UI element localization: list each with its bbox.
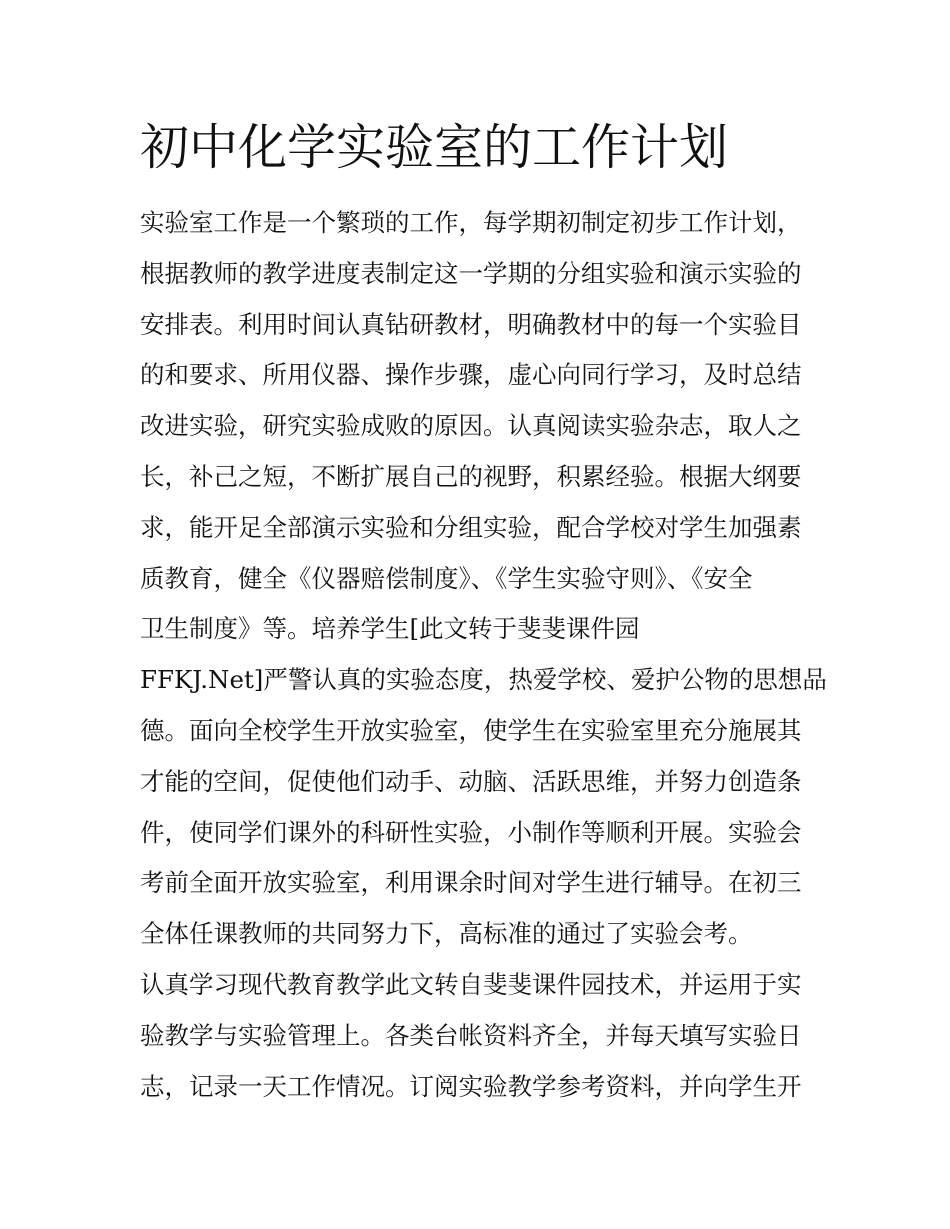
- body-line: 实验室工作是一个繁琐的工作，每学期初制定初步工作计划，: [140, 208, 802, 237]
- body-line: 长，补己之短，不断扩展自己的视野，积累经验。根据大纲要: [140, 461, 802, 491]
- body-line: 件，使同学们课外的科研性实验，小制作等顺利开展。实验会: [140, 817, 802, 847]
- body-line: FFKJ.Net]严警认真的实验态度，热爱学校、爱护公物的思想品: [140, 665, 827, 695]
- body-line: 的和要求、所用仪器、操作步骤，虚心向同行学习，及时总结: [140, 360, 802, 390]
- body-line: 考前全面开放实验室，利用课余时间对学生进行辅导。在初三: [140, 868, 802, 898]
- document-title: 初中化学实验室的工作计划: [140, 119, 729, 176]
- body-line: 德。面向全校学生开放实验室，使学生在实验室里充分施展其: [140, 715, 802, 745]
- body-line: 卫生制度》等。培养学生[此文转于斐斐课件园: [140, 614, 640, 644]
- body-line: 求，能开足全部演示实验和分组实验，配合学校对学生加强素: [140, 512, 802, 542]
- body-line: 验教学与实验管理上。各类台帐资料齐全，并每天填写实验日: [140, 1020, 802, 1050]
- body-line: 全体任课教师的共同努力下，高标准的通过了实验会考。: [140, 919, 753, 949]
- body-line: 认真学习现代教育教学此文转自斐斐课件园技术，并运用于实: [140, 969, 802, 999]
- body-line: 志，记录一天工作情况。订阅实验教学参考资料，并向学生开: [140, 1071, 802, 1101]
- body-line: 安排表。利用时间认真钻研教材，明确教材中的每一个实验目: [140, 309, 802, 339]
- body-line: 改进实验，研究实验成败的原因。认真阅读实验杂志，取人之: [140, 411, 802, 441]
- document-body: [140, 198, 827, 1112]
- body-line: 根据教师的教学进度表制定这一学期的分组实验和演示实验的: [140, 258, 802, 288]
- body-line: 才能的空间，促使他们动手、动脑、活跃思维，并努力创造条: [140, 766, 802, 796]
- body-line: 质教育，健全《仪器赔偿制度》、《学生实验守则》、《安全: [140, 563, 753, 593]
